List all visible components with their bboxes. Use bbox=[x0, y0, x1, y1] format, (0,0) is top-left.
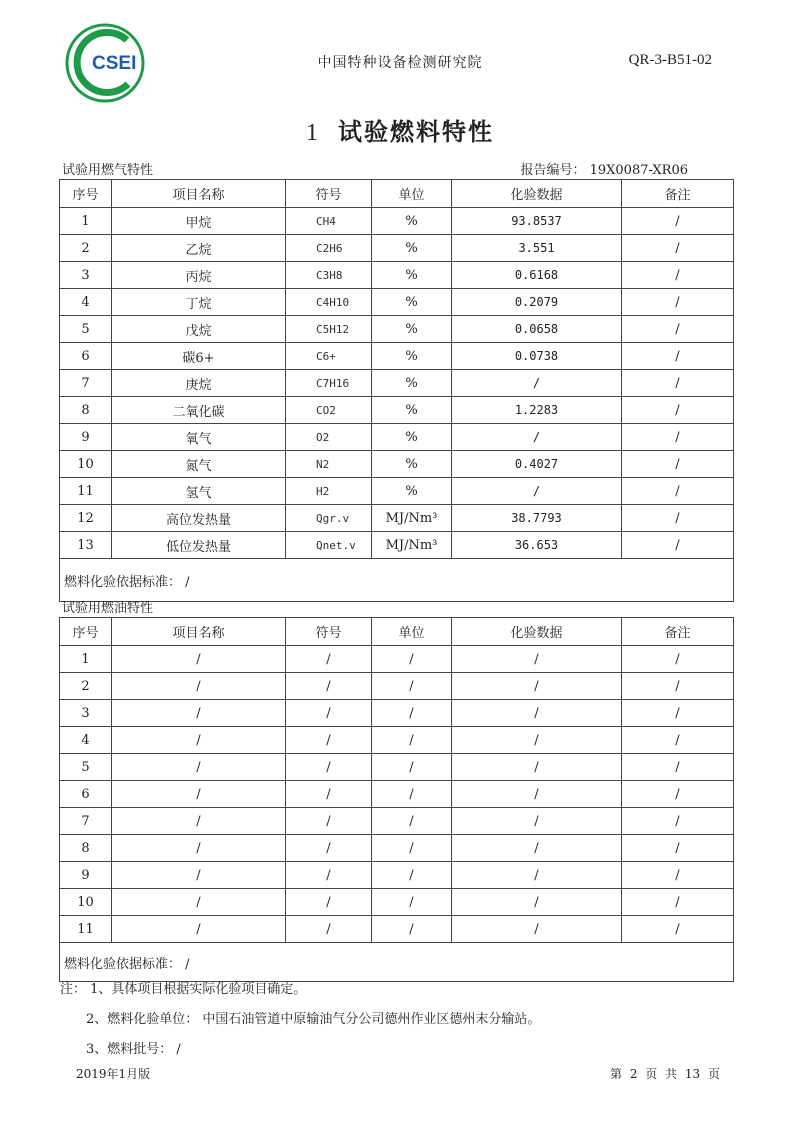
cell-remark: / bbox=[622, 532, 734, 559]
edition-label: 2019年1月版 bbox=[76, 1067, 151, 1081]
cell-remark: / bbox=[622, 424, 734, 451]
cell-item: / bbox=[112, 889, 286, 916]
cell-item: 丁烷 bbox=[112, 289, 286, 316]
cell-unit: / bbox=[372, 700, 452, 727]
table-row bbox=[60, 451, 734, 478]
cell-index: 11 bbox=[60, 916, 112, 943]
cell-value: / bbox=[452, 370, 622, 397]
cell-symbol: Qnet.v bbox=[286, 532, 372, 559]
cell-remark: / bbox=[622, 370, 734, 397]
header-cell: 备注 bbox=[622, 618, 734, 646]
cell-unit: % bbox=[372, 262, 452, 289]
cell-item: 戊烷 bbox=[112, 316, 286, 343]
cell-unit: MJ/Nm³ bbox=[372, 532, 452, 559]
cell-symbol: / bbox=[286, 700, 372, 727]
cell-value: / bbox=[452, 889, 622, 916]
cell-remark: / bbox=[622, 727, 734, 754]
cell-unit: / bbox=[372, 808, 452, 835]
cell-symbol: / bbox=[286, 808, 372, 835]
table-row bbox=[60, 262, 734, 289]
cell-symbol: / bbox=[286, 862, 372, 889]
cell-index: 5 bbox=[60, 754, 112, 781]
table-row bbox=[60, 532, 734, 559]
cell-symbol: C6+ bbox=[286, 343, 372, 370]
cell-remark: / bbox=[622, 262, 734, 289]
cell-item: 庚烷 bbox=[112, 370, 286, 397]
cell-symbol: / bbox=[286, 916, 372, 943]
table-row bbox=[60, 208, 734, 235]
cell-index: 8 bbox=[60, 835, 112, 862]
cell-value: 0.6168 bbox=[452, 262, 622, 289]
table-row bbox=[60, 316, 734, 343]
notes bbox=[60, 975, 540, 1065]
cell-unit: / bbox=[372, 673, 452, 700]
cell-index: 1 bbox=[60, 646, 112, 673]
cell-index: 2 bbox=[60, 673, 112, 700]
cell-symbol: C4H10 bbox=[286, 289, 372, 316]
cell-remark: / bbox=[622, 505, 734, 532]
cell-index: 3 bbox=[60, 262, 112, 289]
table-row bbox=[60, 727, 734, 754]
cell-remark: / bbox=[622, 208, 734, 235]
header-cell: 备注 bbox=[622, 180, 734, 208]
cell-unit: / bbox=[372, 862, 452, 889]
cell-value: / bbox=[452, 424, 622, 451]
cell-item: / bbox=[112, 835, 286, 862]
cell-index: 9 bbox=[60, 862, 112, 889]
cell-item: / bbox=[112, 862, 286, 889]
cell-item: 低位发热量 bbox=[112, 532, 286, 559]
table-row bbox=[60, 343, 734, 370]
cell-index: 6 bbox=[60, 781, 112, 808]
cell-item: / bbox=[112, 673, 286, 700]
oil-table bbox=[59, 617, 734, 982]
cell-index: 10 bbox=[60, 889, 112, 916]
table-row bbox=[60, 289, 734, 316]
cell-value: / bbox=[452, 781, 622, 808]
document-code: QR-3-B51-02 bbox=[628, 52, 712, 68]
cell-remark: / bbox=[622, 451, 734, 478]
cell-value: / bbox=[452, 862, 622, 889]
cell-item: 氮气 bbox=[112, 451, 286, 478]
cell-unit: % bbox=[372, 235, 452, 262]
oil-table-header bbox=[60, 618, 734, 646]
cell-item: 甲烷 bbox=[112, 208, 286, 235]
cell-value: / bbox=[452, 700, 622, 727]
cell-remark: / bbox=[622, 916, 734, 943]
page-counter: 第 2 页 共 13 页 bbox=[610, 1067, 720, 1081]
cell-symbol: / bbox=[286, 673, 372, 700]
table-row bbox=[60, 862, 734, 889]
note-3: 3、燃料批号： / bbox=[86, 1042, 181, 1057]
cell-index: 10 bbox=[60, 451, 112, 478]
cell-item: / bbox=[112, 808, 286, 835]
gas-basis: 燃料化验依据标准： / bbox=[60, 559, 734, 602]
header-cell: 项目名称 bbox=[112, 180, 286, 208]
header-cell: 单位 bbox=[372, 618, 452, 646]
cell-symbol: H2 bbox=[286, 478, 372, 505]
cell-item: 高位发热量 bbox=[112, 505, 286, 532]
cell-value: 93.8537 bbox=[452, 208, 622, 235]
table-row bbox=[60, 505, 734, 532]
cell-unit: % bbox=[372, 478, 452, 505]
cell-value: / bbox=[452, 835, 622, 862]
cell-unit: % bbox=[372, 208, 452, 235]
logo-text: CSEI bbox=[92, 53, 137, 74]
cell-symbol: / bbox=[286, 781, 372, 808]
cell-symbol: N2 bbox=[286, 451, 372, 478]
cell-remark: / bbox=[622, 235, 734, 262]
header-cell: 化验数据 bbox=[452, 618, 622, 646]
cell-remark: / bbox=[622, 646, 734, 673]
cell-remark: / bbox=[622, 478, 734, 505]
cell-value: / bbox=[452, 478, 622, 505]
cell-unit: / bbox=[372, 727, 452, 754]
cell-index: 13 bbox=[60, 532, 112, 559]
table-row bbox=[60, 700, 734, 727]
cell-symbol: C2H6 bbox=[286, 235, 372, 262]
cell-remark: / bbox=[622, 343, 734, 370]
page-title bbox=[0, 112, 800, 147]
cell-index: 11 bbox=[60, 478, 112, 505]
cell-unit: MJ/Nm³ bbox=[372, 505, 452, 532]
cell-value: 0.2079 bbox=[452, 289, 622, 316]
cell-unit: % bbox=[372, 343, 452, 370]
note-2: 2、燃料化验单位： 中国石油管道中原输油气分公司德州作业区德州末分输站。 bbox=[86, 1012, 541, 1027]
table-row bbox=[60, 835, 734, 862]
table-row bbox=[60, 424, 734, 451]
organization-name: 中国特种设备检测研究院 bbox=[317, 55, 483, 71]
cell-remark: / bbox=[622, 754, 734, 781]
cell-value: 36.653 bbox=[452, 532, 622, 559]
basis-row bbox=[60, 559, 734, 602]
cell-symbol: CH4 bbox=[286, 208, 372, 235]
cell-index: 9 bbox=[60, 424, 112, 451]
cell-item: / bbox=[112, 916, 286, 943]
cell-remark: / bbox=[622, 781, 734, 808]
table-row bbox=[60, 235, 734, 262]
cell-symbol: Qgr.v bbox=[286, 505, 372, 532]
cell-index: 6 bbox=[60, 343, 112, 370]
gas-section-label: 试验用燃气特性 bbox=[62, 163, 154, 178]
cell-index: 1 bbox=[60, 208, 112, 235]
cell-value: / bbox=[452, 727, 622, 754]
cell-symbol: O2 bbox=[286, 424, 372, 451]
cell-value: 1.2283 bbox=[452, 397, 622, 424]
header-cell: 项目名称 bbox=[112, 618, 286, 646]
cell-symbol: C3H8 bbox=[286, 262, 372, 289]
cell-unit: / bbox=[372, 646, 452, 673]
table-row bbox=[60, 673, 734, 700]
cell-symbol: / bbox=[286, 727, 372, 754]
table-row bbox=[60, 916, 734, 943]
cell-unit: / bbox=[372, 835, 452, 862]
cell-value: / bbox=[452, 808, 622, 835]
note-1: 注： 1、具体项目根据实际化验项目确定。 bbox=[60, 982, 307, 997]
gas-table-header bbox=[60, 180, 734, 208]
cell-unit: % bbox=[372, 370, 452, 397]
cell-unit: % bbox=[372, 397, 452, 424]
report-number: 报告编号： 19X0087-XR06 bbox=[520, 163, 688, 178]
cell-remark: / bbox=[622, 808, 734, 835]
table-row bbox=[60, 808, 734, 835]
cell-remark: / bbox=[622, 700, 734, 727]
cell-remark: / bbox=[622, 316, 734, 343]
header-cell: 符号 bbox=[286, 180, 372, 208]
cell-item: / bbox=[112, 646, 286, 673]
header-cell: 化验数据 bbox=[452, 180, 622, 208]
cell-value: / bbox=[452, 916, 622, 943]
cell-item: 氧气 bbox=[112, 424, 286, 451]
title-number: 1 bbox=[306, 120, 320, 146]
cell-item: 乙烷 bbox=[112, 235, 286, 262]
cell-value: 38.7793 bbox=[452, 505, 622, 532]
cell-item: / bbox=[112, 700, 286, 727]
cell-unit: / bbox=[372, 916, 452, 943]
cell-index: 7 bbox=[60, 370, 112, 397]
cell-index: 5 bbox=[60, 316, 112, 343]
cell-symbol: C5H12 bbox=[286, 316, 372, 343]
cell-item: 碳6+ bbox=[112, 343, 286, 370]
title-text: 试验燃料特性 bbox=[338, 117, 494, 146]
cell-symbol: / bbox=[286, 889, 372, 916]
cell-value: 3.551 bbox=[452, 235, 622, 262]
cell-item: 二氧化碳 bbox=[112, 397, 286, 424]
cell-remark: / bbox=[622, 862, 734, 889]
header-cell: 序号 bbox=[60, 180, 112, 208]
oil-basis: 燃料化验依据标准： / bbox=[60, 943, 734, 982]
header-cell: 单位 bbox=[372, 180, 452, 208]
cell-value: 0.0658 bbox=[452, 316, 622, 343]
header-cell: 符号 bbox=[286, 618, 372, 646]
cell-index: 7 bbox=[60, 808, 112, 835]
cell-value: / bbox=[452, 646, 622, 673]
cell-index: 2 bbox=[60, 235, 112, 262]
table-row bbox=[60, 781, 734, 808]
cell-unit: % bbox=[372, 289, 452, 316]
cell-item: 氢气 bbox=[112, 478, 286, 505]
table-row bbox=[60, 397, 734, 424]
cell-value: 0.4027 bbox=[452, 451, 622, 478]
cell-remark: / bbox=[622, 889, 734, 916]
cell-item: / bbox=[112, 727, 286, 754]
cell-remark: / bbox=[622, 397, 734, 424]
cell-value: / bbox=[452, 673, 622, 700]
cell-index: 12 bbox=[60, 505, 112, 532]
cell-value: 0.0738 bbox=[452, 343, 622, 370]
cell-index: 4 bbox=[60, 727, 112, 754]
gas-table bbox=[59, 179, 734, 602]
cell-symbol: C7H16 bbox=[286, 370, 372, 397]
table-row bbox=[60, 478, 734, 505]
cell-symbol: CO2 bbox=[286, 397, 372, 424]
cell-item: / bbox=[112, 754, 286, 781]
cell-symbol: / bbox=[286, 646, 372, 673]
table-row bbox=[60, 889, 734, 916]
cell-unit: / bbox=[372, 781, 452, 808]
cell-unit: / bbox=[372, 754, 452, 781]
cell-symbol: / bbox=[286, 754, 372, 781]
cell-remark: / bbox=[622, 289, 734, 316]
cell-index: 3 bbox=[60, 700, 112, 727]
cell-unit: / bbox=[372, 889, 452, 916]
table-row bbox=[60, 646, 734, 673]
cell-unit: % bbox=[372, 424, 452, 451]
header-cell: 序号 bbox=[60, 618, 112, 646]
table-row bbox=[60, 370, 734, 397]
cell-symbol: / bbox=[286, 835, 372, 862]
cell-value: / bbox=[452, 754, 622, 781]
cell-remark: / bbox=[622, 835, 734, 862]
cell-index: 8 bbox=[60, 397, 112, 424]
cell-remark: / bbox=[622, 673, 734, 700]
cell-unit: % bbox=[372, 451, 452, 478]
cell-item: 丙烷 bbox=[112, 262, 286, 289]
cell-item: / bbox=[112, 781, 286, 808]
cell-unit: % bbox=[372, 316, 452, 343]
table-row bbox=[60, 754, 734, 781]
cell-index: 4 bbox=[60, 289, 112, 316]
oil-section-label: 试验用燃油特性 bbox=[62, 601, 154, 616]
